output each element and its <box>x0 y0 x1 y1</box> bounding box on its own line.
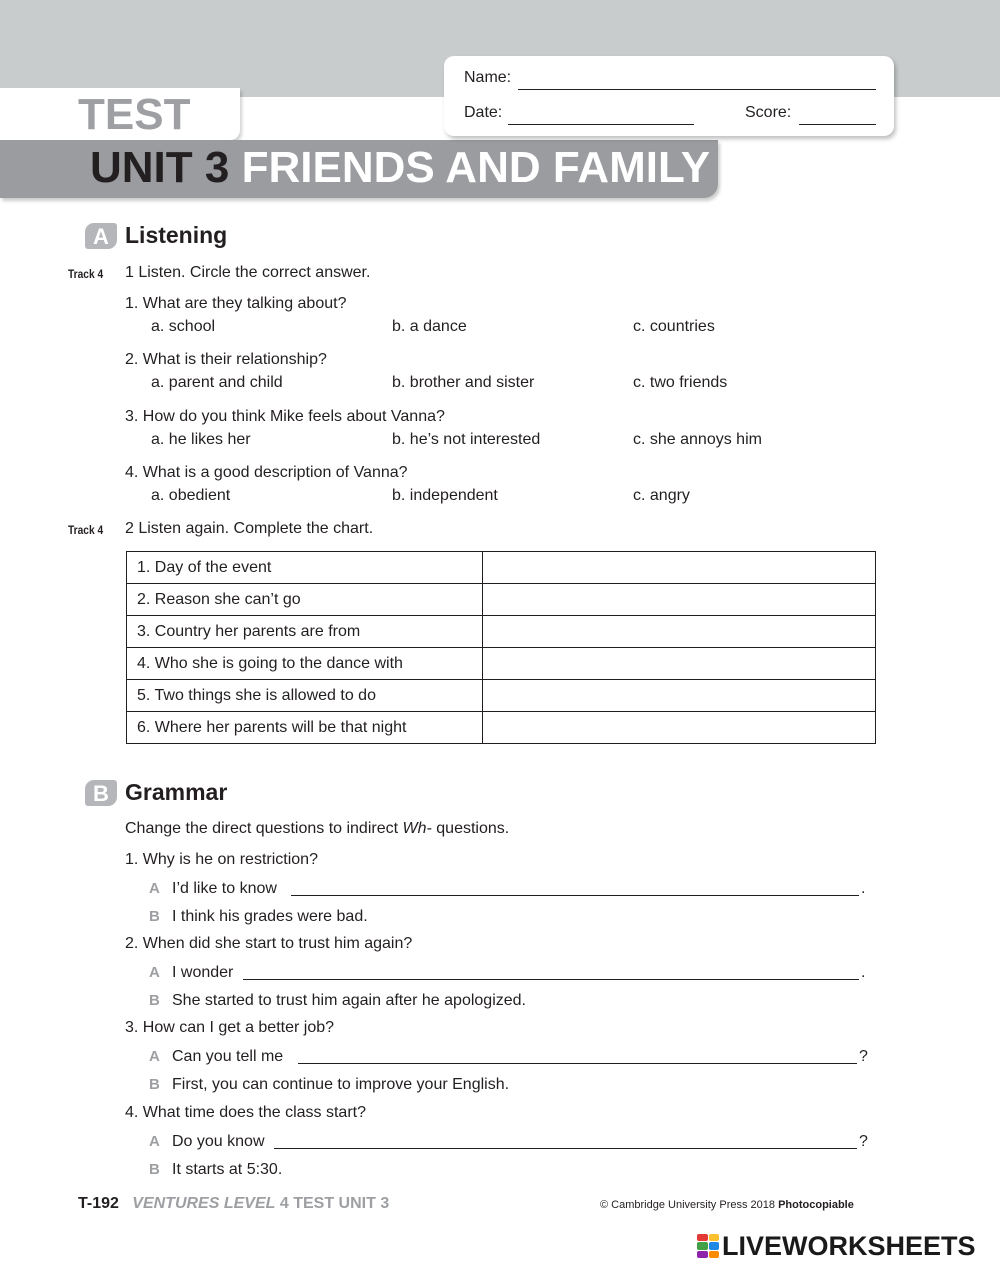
chart-row <box>127 616 876 648</box>
speaker-a-label: A <box>149 1048 160 1065</box>
question-1: 1. What are they talking about? <box>125 295 347 312</box>
chart-prompt: 5. Two things she is allowed to do <box>127 680 483 712</box>
option-2b[interactable]: b. brother and sister <box>392 374 535 391</box>
end-punct-4: ? <box>859 1133 868 1150</box>
name-label: Name: <box>464 69 512 86</box>
chart-prompt: 3. Country her parents are from <box>127 616 483 648</box>
unit-title <box>90 143 710 193</box>
score-field[interactable] <box>799 124 876 125</box>
answer-line-3[interactable] <box>298 1063 857 1064</box>
date-label: Date: <box>464 104 503 121</box>
logo-square <box>709 1234 720 1241</box>
end-punct-2: . <box>861 964 866 981</box>
track-label: Track 4 <box>68 523 104 537</box>
unit-number: UNIT 3 <box>90 143 230 192</box>
chart-row <box>127 584 876 616</box>
chart-prompt: 1. Day of the event <box>127 552 483 584</box>
test-label: TEST <box>78 90 191 139</box>
liveworksheets-logo[interactable] <box>697 1232 976 1260</box>
option-4a[interactable]: a. obedient <box>151 487 231 504</box>
option-4c[interactable]: c. angry <box>633 487 690 504</box>
chart-answer-cell[interactable] <box>483 552 876 584</box>
chart-row <box>127 712 876 744</box>
grammar-question-2: 2. When did she start to trust him again? <box>125 935 413 952</box>
logo-square <box>697 1251 708 1258</box>
part1-instruction: 1 Listen. Circle the correct answer. <box>125 264 371 281</box>
logo-square <box>697 1242 708 1249</box>
answer-line-1[interactable] <box>291 895 859 896</box>
grammar-instruction: Change the direct questions to indirect Wh- questions. <box>125 820 510 837</box>
prompt-a-3: Can you tell me <box>172 1048 284 1065</box>
date-field[interactable] <box>508 124 694 125</box>
grammar-question-3: 3. How can I get a better job? <box>125 1019 335 1036</box>
prompt-a-4: Do you know <box>172 1133 265 1150</box>
copyright: © Cambridge University Press 2018 Photocopiable <box>600 1199 854 1211</box>
score-label: Score: <box>745 104 792 121</box>
chart-prompt: 6. Where her parents will be that night <box>127 712 483 744</box>
option-3c[interactable]: c. she annoys him <box>633 431 762 448</box>
name-field[interactable] <box>518 89 876 90</box>
test-unit: TEST UNIT 3 <box>293 1195 390 1212</box>
option-3b[interactable]: b. he’s not interested <box>392 431 541 448</box>
grammar-question-4: 4. What time does the class start? <box>125 1104 366 1121</box>
response-b-4: It starts at 5:30. <box>172 1161 283 1178</box>
section-b-title: Grammar <box>125 779 228 805</box>
grammar-question-1: 1. Why is he on restriction? <box>125 851 318 868</box>
chart-row <box>127 552 876 584</box>
option-1c[interactable]: c. countries <box>633 318 715 335</box>
chart-answer-cell[interactable] <box>483 616 876 648</box>
speaker-b-label: B <box>149 1076 160 1093</box>
chart-answer-cell[interactable] <box>483 680 876 712</box>
option-1b[interactable]: b. a dance <box>392 318 467 335</box>
option-4b[interactable]: b. independent <box>392 487 498 504</box>
question-4: 4. What is a good description of Vanna? <box>125 464 408 481</box>
listening-chart <box>126 551 876 744</box>
section-a-badge: A <box>85 223 117 249</box>
unit-name: FRIENDS AND FAMILY <box>241 143 711 192</box>
question-2: 2. What is their relationship? <box>125 351 327 368</box>
logo-text: LIVEWORKSHEETS <box>722 1230 976 1261</box>
response-b-2: She started to trust him again after he apologized. <box>172 992 526 1009</box>
option-2c[interactable]: c. two friends <box>633 374 728 391</box>
end-punct-1: . <box>861 880 866 897</box>
section-b-badge: B <box>85 780 117 806</box>
logo-square <box>697 1234 708 1241</box>
series-level: 4 <box>275 1195 294 1212</box>
answer-line-4[interactable] <box>274 1148 857 1149</box>
prompt-a-1: I’d like to know <box>172 880 277 897</box>
answer-line-2[interactable] <box>243 979 859 980</box>
end-punct-3: ? <box>859 1048 868 1065</box>
option-3a[interactable]: a. he likes her <box>151 431 251 448</box>
chart-answer-cell[interactable] <box>483 712 876 744</box>
option-2a[interactable]: a. parent and child <box>151 374 283 391</box>
speaker-a-label: A <box>149 1133 160 1150</box>
speaker-b-label: B <box>149 1161 160 1178</box>
speaker-b-label: B <box>149 908 160 925</box>
chart-answer-cell[interactable] <box>483 648 876 680</box>
speaker-a-label: A <box>149 964 160 981</box>
option-1a[interactable]: a. school <box>151 318 216 335</box>
chart-prompt: 4. Who she is going to the dance with <box>127 648 483 680</box>
speaker-b-label: B <box>149 992 160 1009</box>
question-3: 3. How do you think Mike feels about Vanna? <box>125 408 445 425</box>
series-name: VENTURES LEVEL <box>132 1195 276 1212</box>
track-label: Track 4 <box>68 267 104 281</box>
page-number: T-192 <box>78 1195 119 1212</box>
logo-square <box>709 1251 720 1258</box>
logo-icon <box>697 1234 719 1258</box>
chart-row <box>127 648 876 680</box>
response-b-1: I think his grades were bad. <box>172 908 368 925</box>
logo-square <box>709 1242 720 1249</box>
chart-answer-cell[interactable] <box>483 584 876 616</box>
chart-prompt: 2. Reason she can’t go <box>127 584 483 616</box>
part2-instruction: 2 Listen again. Complete the chart. <box>125 520 374 537</box>
footer-credit <box>78 1195 389 1213</box>
chart-row <box>127 680 876 712</box>
response-b-3: First, you can continue to improve your English. <box>172 1076 510 1093</box>
prompt-a-2: I wonder <box>172 964 234 981</box>
speaker-a-label: A <box>149 880 160 897</box>
section-a-title: Listening <box>125 222 228 248</box>
